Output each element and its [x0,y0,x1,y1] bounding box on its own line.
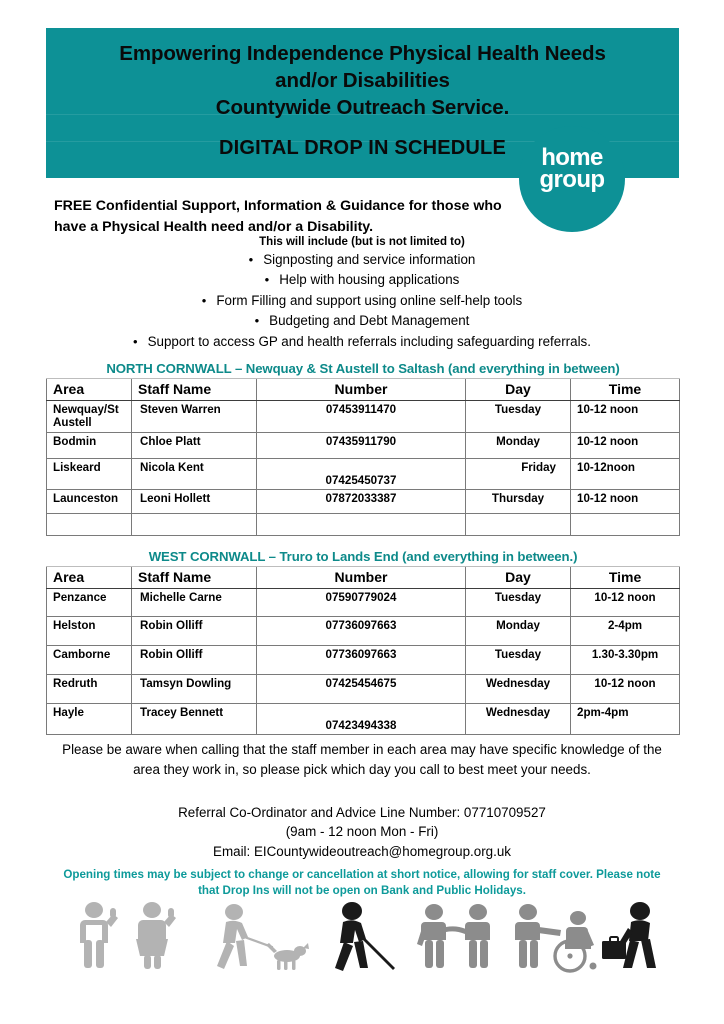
referral-email: Email: EICountywideoutreach@homegroup.org.uk [213,843,511,859]
cell-number: 07872033387 [257,490,466,514]
cell-staff: Tracey Bennett [132,704,257,735]
cell-area: Hayle [47,704,132,735]
person-with-guide-dog-icon [217,904,309,970]
intro-line-1: FREE Confidential Support, Information & Guidance for those who [54,198,502,214]
person-guiding-person-icon [417,904,490,968]
person-pushing-wheelchair-icon [515,904,597,971]
table-row [47,548,680,567]
column-header-area: Area [47,567,132,589]
table-row [47,490,680,514]
cell-time: 10-12 noon [571,589,680,617]
banner-title-line-1: Empowering Independence Physical Health Needs [119,42,606,65]
region-title: WEST CORNWALL – Truro to Lands End (and everything in between.) [47,548,680,567]
cell-staff: Robin Olliff [132,646,257,675]
column-header-day: Day [466,379,571,401]
table-row [47,589,680,617]
column-header-area: Area [47,379,132,401]
referral-line: Referral Co-Ordinator and Advice Line Number: 07710709527 [178,805,546,820]
cell-day: Monday [466,617,571,646]
opening-times-disclaimer: Opening times may be subject to change or cancellation at short notice, allowing for staff cover. Please note that Drop Ins will not be open on Bank and Public Holidays. [63,868,661,898]
guide-dog-icon [266,943,309,970]
region-title: NORTH CORNWALL – Newquay & St Austell to Saltash (and everything in between) [47,360,680,379]
cell-area: Redruth [47,675,132,704]
cell-day: Friday [466,459,571,490]
list-item: • Signposting and service information [0,250,724,270]
cell-staff: Leoni Hollett [132,490,257,514]
cell-time: 10-12 noon [571,490,680,514]
table-row [47,646,680,675]
cell-time: 10-12 noon [571,433,680,459]
referral-hours: (9am - 12 noon Mon - Fri) [285,824,439,840]
referral-contact-block [0,803,724,861]
home-group-logo [519,126,625,232]
banner-subtitle: DIGITAL DROP IN SCHEDULE [218,137,507,159]
table-row [47,379,680,401]
banner-title-line-3: Countywide Outreach Service. [215,96,510,120]
logo-wordmark [519,144,625,194]
intro-line-2: have a Physical Health need and/or a Disability. [54,218,374,235]
intro-paragraph [54,196,524,237]
table-row [47,704,680,735]
cell-time: 10-12 noon [571,401,680,433]
cell-staff: Chloe Platt [132,433,257,459]
calling-advice-note: Please be aware when calling that the staff member in each area may have specific knowledge of the area they work in, so please pick which day you call to best meet your needs. [62,742,662,777]
cell-number: 07590779024 [257,589,466,617]
north-cornwall-schedule-table [46,359,680,536]
column-header-staff-name: Staff Name [132,379,257,401]
cell-number: 07425450737 [257,459,466,490]
cell-area: Bodmin [47,433,132,459]
cell-day [466,514,571,536]
column-header-staff-name: Staff Name [132,567,257,589]
table-row [47,617,680,646]
cell-area: Helston [47,617,132,646]
table-row [47,401,680,433]
column-header-time: Time [571,379,680,401]
cell-staff: Robin Olliff [132,617,257,646]
cell-staff [132,514,257,536]
cell-area: Camborne [47,646,132,675]
column-header-day: Day [466,567,571,589]
services-bullet-list [0,250,724,352]
banner-title-line-2: and/or Disabilities [275,69,450,93]
cell-day: Thursday [466,490,571,514]
list-item: • Form Filling and support using online self-help tools [0,291,724,311]
table-row [47,567,680,589]
cell-staff: Nicola Kent [132,459,257,490]
include-heading: This will include (but is not limited to) [259,236,465,248]
column-header-time: Time [571,567,680,589]
cell-number: 07736097663 [257,617,466,646]
cell-time: 10-12 noon [571,675,680,704]
cell-number: 07453911470 [257,401,466,433]
cell-day: Wednesday [466,675,571,704]
table-row [47,433,680,459]
cell-time: 10-12noon [571,459,680,490]
column-header-number: Number [257,567,466,589]
list-item: • Support to access GP and health referrals including safeguarding referrals. [0,332,724,352]
standing-person-skirt-waving-icon [136,902,176,969]
person-with-white-cane-icon [335,902,395,971]
cell-area: Liskeard [47,459,132,490]
cell-time: 2-4pm [571,617,680,646]
cell-number: 07736097663 [257,646,466,675]
west-cornwall-schedule-table [46,547,680,735]
standing-person-waving-icon [80,902,118,968]
cell-number [257,514,466,536]
cell-day: Wednesday [466,704,571,735]
logo-line-group: group [539,166,605,194]
column-header-number: Number [257,379,466,401]
cell-number: 07435911790 [257,433,466,459]
cell-staff: Steven Warren [132,401,257,433]
cell-staff: Tamsyn Dowling [132,675,257,704]
cell-day: Tuesday [466,401,571,433]
list-item: • Budgeting and Debt Management [0,311,724,331]
cell-time: 2pm-4pm [571,704,680,735]
cell-number: 07425454675 [257,675,466,704]
table-row [47,459,680,490]
cell-staff: Michelle Carne [132,589,257,617]
cell-number: 07423494338 [257,704,466,735]
cell-area: Newquay/St Austell [47,401,132,433]
cell-area [47,514,132,536]
cell-area: Launceston [47,490,132,514]
cell-time: 1.30-3.30pm [571,646,680,675]
logo-line-home: home [541,144,603,171]
table-row [47,514,680,536]
cell-time [571,514,680,536]
table-row [47,360,680,379]
table-row [47,675,680,704]
cell-day: Tuesday [466,646,571,675]
person-carrying-briefcase-icon [602,902,656,968]
accessibility-pictogram-strip [62,898,662,976]
cell-day: Monday [466,433,571,459]
cell-day: Tuesday [466,589,571,617]
banner-title [46,40,679,121]
list-item: • Help with housing applications [0,270,724,290]
cell-area: Penzance [47,589,132,617]
